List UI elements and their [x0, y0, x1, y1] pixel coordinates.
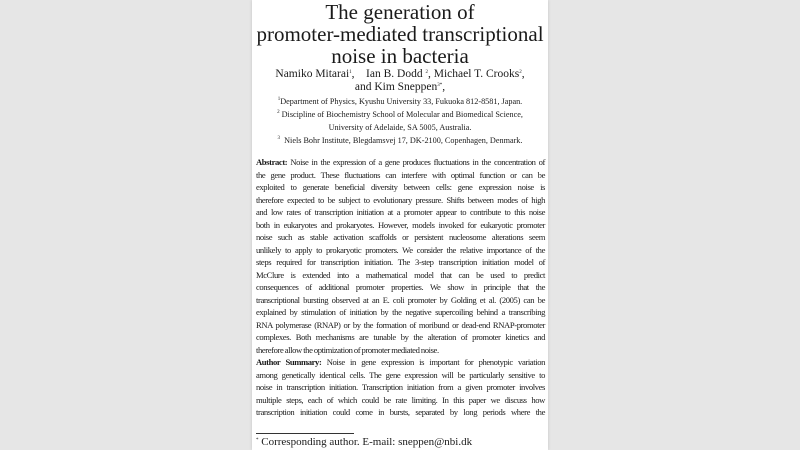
author-summary-label: Author Summary:: [256, 357, 322, 367]
author: and Kim Sneppen: [354, 81, 438, 93]
abstract-line: Abstract: Noise in the expression of a gene produces fluctuations in the concentration of: [256, 157, 545, 167]
author-summary-line: Author Summary: Noise in gene expression is important for phenotypic variation: [256, 357, 545, 367]
abstract-line: noise such as stable activation scaffolds or persistent nucleosome alterations seem: [256, 232, 545, 242]
affiliations: [252, 95, 548, 147]
title-line: The generation of: [325, 0, 475, 24]
abstract-label: Abstract:: [256, 157, 288, 167]
title-line: promoter-mediated transcriptional: [256, 22, 544, 46]
abstract-line: unlikely to apply to prokaryotic promoters. We consider the relative importance of the: [256, 244, 545, 255]
title-line: noise in bacteria: [331, 44, 469, 68]
abstract-line: consequences of additional promoter properties. We show in principle that the: [256, 282, 545, 292]
footnote: * Corresponding author. E-mail: sneppen@nbi.dk: [256, 436, 473, 448]
abstract-line: complexes. Both mechanisms are tunable by the alteration of promoter kinetics and: [256, 332, 545, 342]
author-summary-line: transcription initiation could come in bursts, separated by long periods where the: [256, 407, 545, 417]
paper-title: [252, 1, 548, 67]
abstract-line: transcriptional bursting observed at an E. coli promoter by Golding et al. (2005) can be: [256, 294, 545, 305]
abstract-line: and low rates of transcription initiation at a promoter appear to contribute to this noise: [256, 207, 545, 217]
author: Ian B. Dodd: [366, 68, 423, 80]
document-page: [252, 0, 548, 450]
abstract-line: steps required for transcription initiation. The 3-step transcription initiation model of: [256, 257, 545, 267]
abstract-line: exploited to generate beneficial diversity between cells: gene expression noise is: [256, 182, 545, 192]
affiliation: $^3$ Niels Bohr Institute, Blegdamsvej 17, DK-2100, Copenhagen, Denmark.: [277, 136, 523, 145]
abstract-line: therefore allow the optimization of promoter mediated noise.: [256, 344, 439, 355]
abstract-section: [256, 156, 545, 419]
abstract-line: explained by stimulation of initiation by the negative supercoiling behind a transcribing: [256, 307, 545, 317]
abstract-line: RNA polymerase (RNAP) or by the formation of moribund or dead-end RNAP-promoter: [256, 319, 545, 330]
author-list: Namiko Mitarai$^1$, Ian B. Dodd $^2$, Michael T. Crooks$^2$, and Kim Sneppen$^{3*}$,: [275, 68, 525, 93]
author-summary-line: among genetically identical cells. The gene expression will be particularly sensitive to: [256, 369, 545, 380]
author-summary-line: noise in transcription initiation. Transcription initiation from a given promoter involves: [256, 382, 545, 392]
author: Namiko Mitarai: [275, 68, 350, 80]
footnote-rule: [256, 433, 354, 434]
affiliation: $^2$ Discipline of Biochemistry School of Molecular and Biomedical Science,: [277, 110, 523, 119]
affiliation: University of Adelaide, SA 5005, Australia.: [328, 123, 472, 132]
affiliation: $^1$Department of Physics, Kyushu University 33, Fukuoka 812-8581, Japan.: [277, 97, 523, 106]
abstract-line: both in eukaryotes and prokaryotes. However, models invoked for eukaryotic promoter: [256, 219, 545, 230]
abstract-line: the gene product. These fluctuations can interfere with optimal function or can be: [256, 169, 545, 180]
abstract-line: McClure is extended into a mathematical model that can be used to predict: [256, 269, 545, 280]
author: Michael T. Crooks: [433, 68, 520, 80]
abstract-line: therefore expected to be subject to evolutionary pressure. Shifts between modes of high: [256, 194, 545, 205]
author-summary-line: multiple steps, each of which could be rate limiting. In this paper we discuss how: [256, 394, 545, 405]
